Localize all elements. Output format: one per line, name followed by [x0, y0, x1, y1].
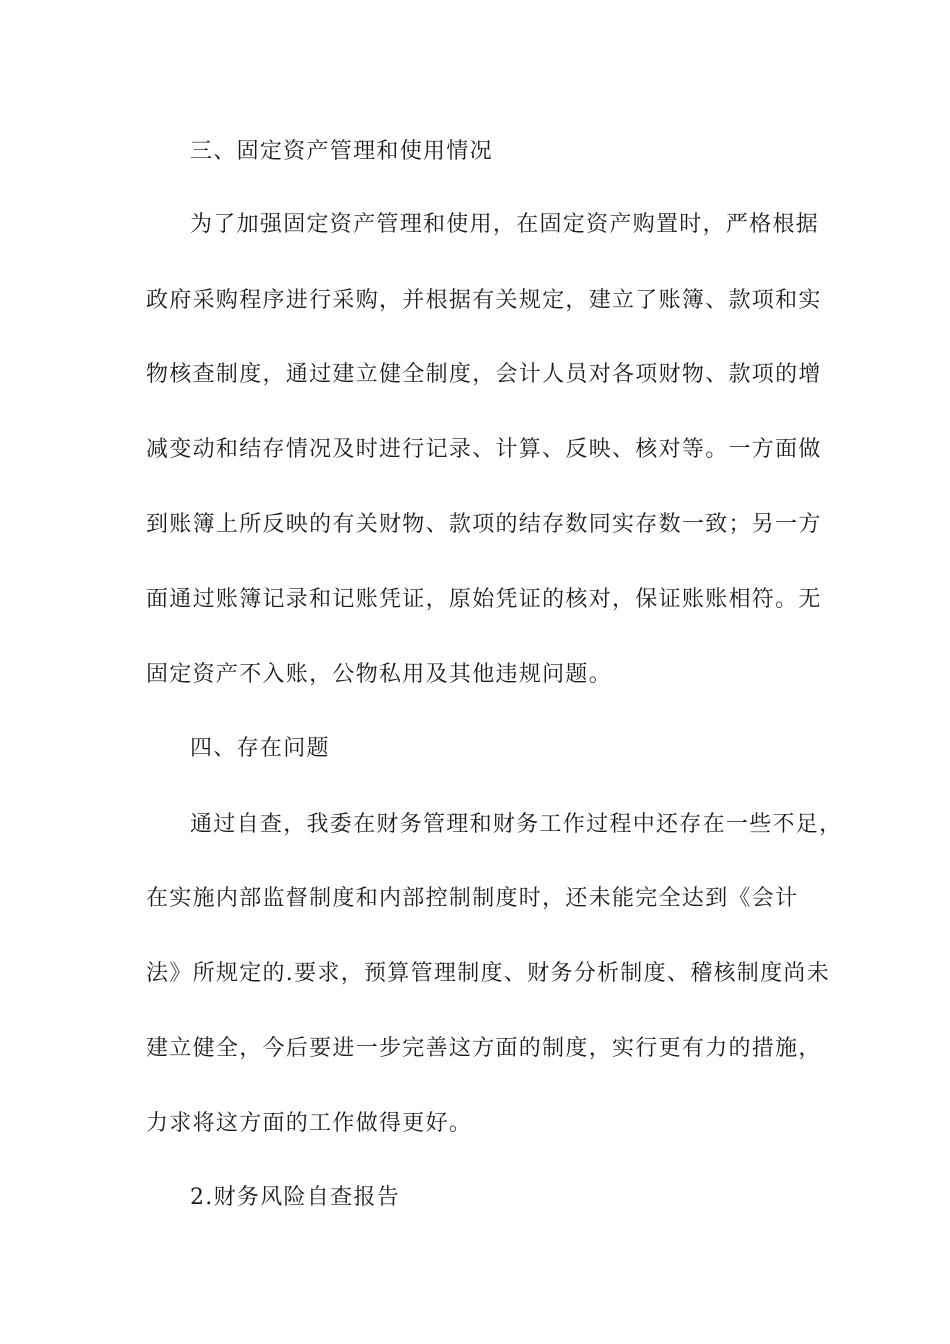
paragraph-line: 建立健全，今后要进一步完善这方面的制度，实行更有力的措施， [146, 1036, 822, 1061]
section-heading-fixed-assets: 三、固定资产管理和使用情况 [190, 139, 493, 164]
paragraph-line: 通过自查，我委在财务管理和财务工作过程中还存在一些不足， [190, 812, 843, 837]
paragraph-line: 政府采购程序进行采购，并根据有关规定，建立了账簿、款项和实 [146, 288, 822, 313]
section-heading-risk-report: 2.财务风险自查报告 [190, 1185, 400, 1210]
paragraph-line: 面通过账簿记录和记账凭证，原始凭证的核对，保证账账相符。无 [146, 587, 822, 612]
paragraph-line: 减变动和结存情况及时进行记录、计算、反映、核对等。一方面做 [146, 437, 822, 462]
paragraph-line: 法》所规定的.要求，预算管理制度、财务分析制度、稽核制度尚未 [146, 961, 830, 986]
paragraph-line: 为了加强固定资产管理和使用，在固定资产购置时，严格根据 [190, 212, 820, 237]
paragraph-line: 物核查制度，通过建立健全制度，会计人员对各项财物、款项的增 [146, 362, 822, 387]
paragraph-line: 力求将这方面的工作做得更好。 [146, 1111, 473, 1136]
paragraph-line: 固定资产不入账，公物私用及其他违规问题。 [146, 662, 613, 687]
paragraph-line: 在实施内部监督制度和内部控制制度时，还未能完全达到《会计 [146, 886, 799, 911]
paragraph-line: 到账簿上所反映的有关财物、款项的结存数同实存数一致；另一方 [146, 512, 822, 537]
section-heading-problems: 四、存在问题 [190, 736, 330, 761]
